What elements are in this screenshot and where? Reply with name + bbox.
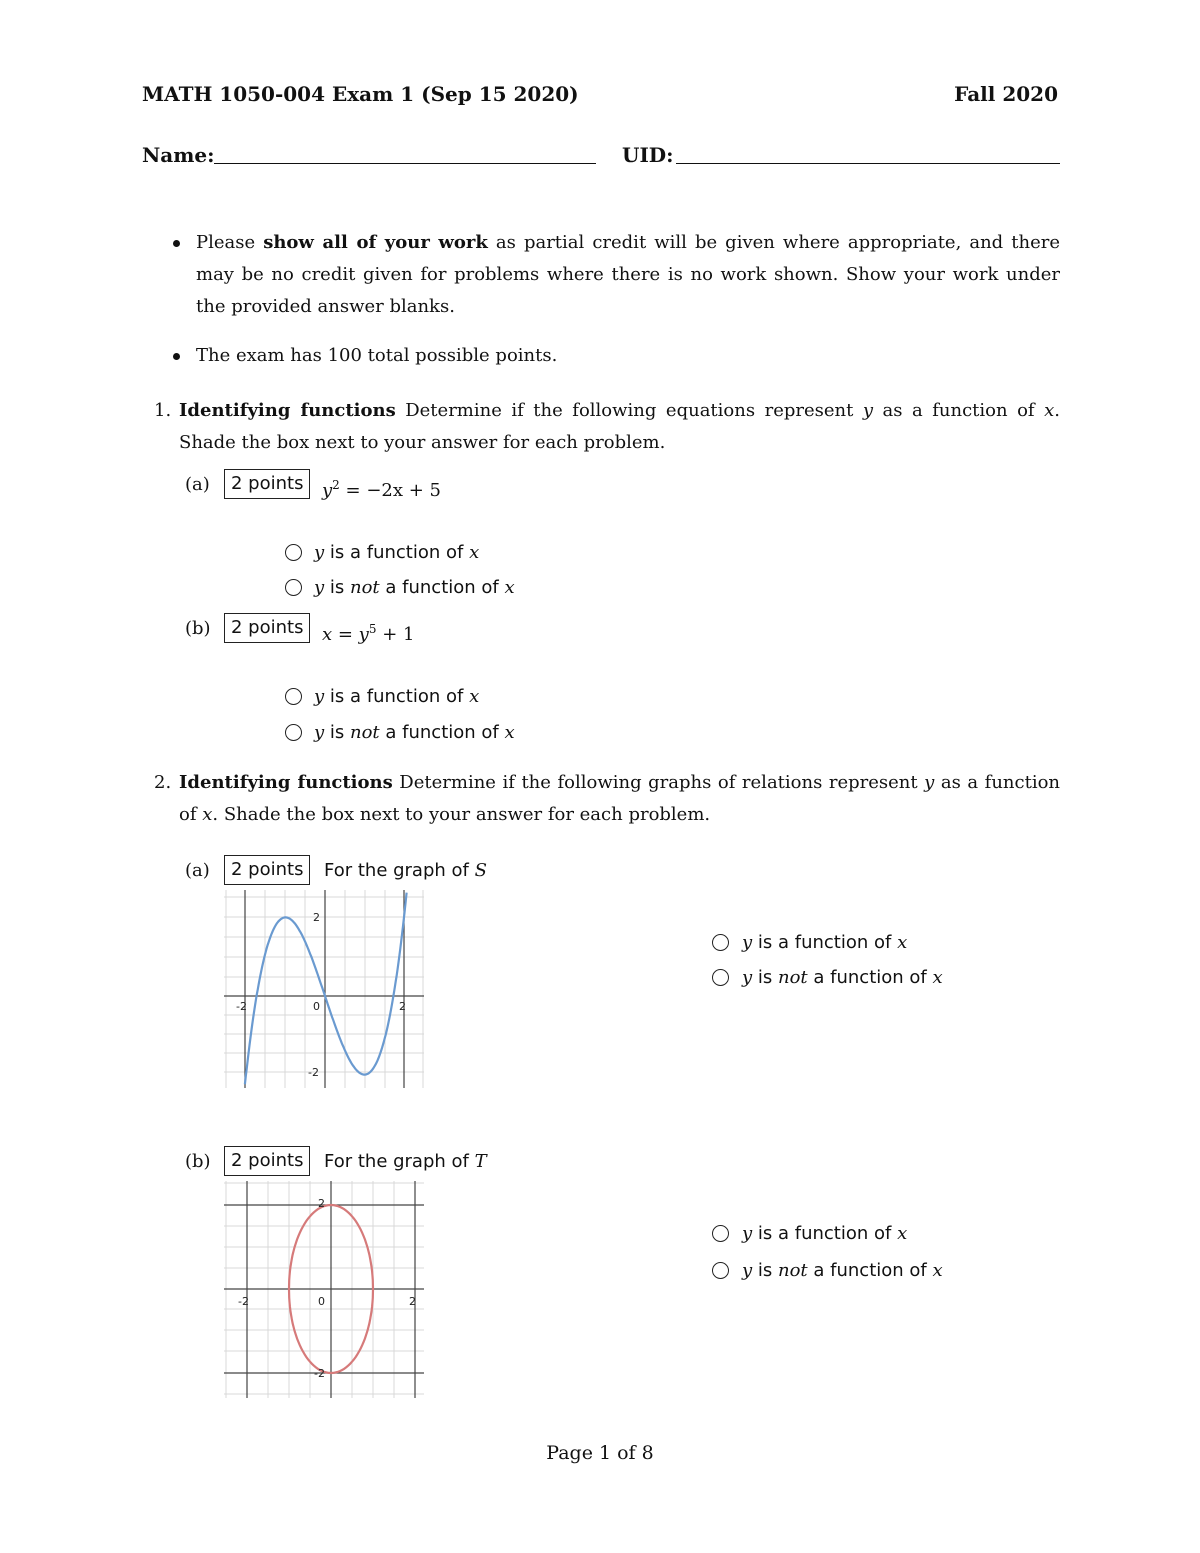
q1-title: Identifying functions	[179, 400, 396, 421]
q1a-option-function-label: y is a function of x	[314, 542, 480, 563]
page-footer: Page 1 of 8	[546, 1442, 654, 1464]
graph-t-tick-pos-x: 2	[409, 1295, 416, 1308]
q2b-points-box: 2 points	[224, 1146, 310, 1176]
q1a-option-not-function-label: y is not a function of x	[314, 577, 515, 598]
q2a-option-function-radio[interactable]	[712, 934, 729, 951]
graph-s-tick-pos-x: 2	[399, 1000, 406, 1013]
q2a-caption: For the graph of S	[324, 860, 487, 881]
uid-label: UID:	[622, 143, 674, 167]
q2b-option-function-label: y is a function of x	[742, 1223, 908, 1244]
q2a-option-function-label: y is a function of x	[742, 932, 908, 953]
graph-t-tick-neg-y: -2	[314, 1367, 325, 1380]
q2-prompt: Identifying functions Determine if the following graphs of relations represent y as a function of x. Shade the box next to your answer for each problem.	[179, 772, 1061, 825]
q1-prompt: Identifying functions Determine if the following equations represent y as a function of x. Shade the box next to your answer for each problem.	[179, 400, 1060, 453]
instruction-work: Please show all of your work as partial credit will be given where appropriate, and there may be no credit given for problems where there is no work shown. Show your work under the provided answer blanks.	[196, 232, 1060, 317]
graph-s-tick-neg-y: -2	[308, 1066, 319, 1079]
q1a-label: (a)	[185, 474, 210, 495]
q2-number: 2.	[154, 772, 172, 793]
q1a-option-not-function-radio[interactable]	[285, 579, 302, 596]
q1-number: 1.	[154, 400, 172, 421]
q1a-equation: $y^2 = -2x + 5$	[322, 478, 442, 501]
q1b-option-not-function-radio[interactable]	[285, 724, 302, 741]
q1b-label: (b)	[185, 618, 211, 639]
q2b-option-not-function-label: y is not a function of x	[742, 1260, 943, 1281]
exam-title: MATH 1050-004 Exam 1 (Sep 15 2020)	[142, 82, 579, 106]
instruction-emphasis: show all of your work	[263, 232, 488, 253]
q2b-option-not-function-radio[interactable]	[712, 1262, 729, 1279]
q2a-option-not-function-label: y is not a function of x	[742, 967, 943, 988]
graph-t-tick-pos-y: 2	[318, 1197, 325, 1210]
bullet-dot	[173, 353, 180, 360]
q2a-points-box: 2 points	[224, 855, 310, 885]
graph-s-tick-origin: 0	[313, 1000, 320, 1013]
graph-s-tick-neg-x: -2	[236, 1000, 247, 1013]
graph-s-curve	[245, 893, 407, 1085]
q1a-option-function-radio[interactable]	[285, 544, 302, 561]
q1b-points-box: 2 points	[224, 613, 310, 643]
q2-title: Identifying functions	[179, 772, 393, 793]
exam-term: Fall 2020	[954, 82, 1058, 106]
q2a-label: (a)	[185, 860, 210, 881]
uid-blank[interactable]	[676, 163, 1060, 164]
q1b-equation: $x = y^5 + 1$	[322, 622, 415, 645]
q2b-caption: For the graph of T	[324, 1151, 487, 1172]
instruction-points: The exam has 100 total possible points.	[196, 345, 558, 366]
graph-s-tick-pos-y: 2	[313, 911, 320, 924]
q2a-option-not-function-radio[interactable]	[712, 969, 729, 986]
q2b-option-function-radio[interactable]	[712, 1225, 729, 1242]
name-blank[interactable]	[214, 163, 596, 164]
bullet-dot	[173, 240, 180, 247]
q1b-option-not-function-label: y is not a function of x	[314, 722, 515, 743]
graph-t-tick-neg-x: -2	[238, 1295, 249, 1308]
q1b-option-function-radio[interactable]	[285, 688, 302, 705]
q1a-points-box: 2 points	[224, 469, 310, 499]
q2b-label: (b)	[185, 1151, 211, 1172]
graph-t	[224, 1181, 424, 1398]
graph-s	[224, 890, 424, 1088]
name-label: Name:	[142, 143, 215, 167]
q1b-option-function-label: y is a function of x	[314, 686, 480, 707]
graph-t-tick-origin: 0	[318, 1295, 325, 1308]
